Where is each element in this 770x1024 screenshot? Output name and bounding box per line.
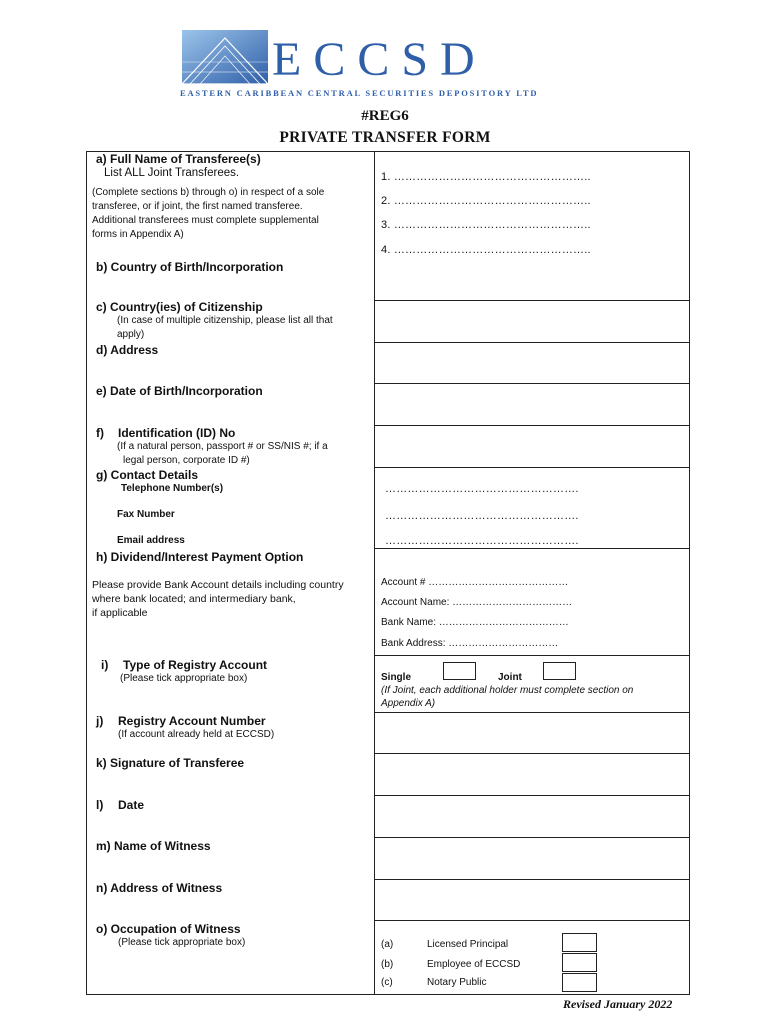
section-n-label: n) Address of Witness	[96, 881, 223, 895]
date-of-birth-field[interactable]	[377, 384, 687, 424]
section-j-prefix: j)	[96, 714, 104, 728]
section-h-note2: where bank located; and intermediary bank,	[92, 593, 296, 605]
id-number-field[interactable]	[377, 426, 687, 466]
occupation-option-c-key: (c)	[381, 977, 393, 988]
section-j-note: (If account already held at ECCSD)	[118, 729, 275, 740]
joint-note1: (If Joint, each additional holder must complete section on	[381, 685, 634, 696]
fax-field[interactable]: …………………………………………….	[385, 510, 579, 522]
joint-label: Joint	[498, 672, 522, 683]
occupation-checkbox-b[interactable]	[562, 953, 597, 972]
document-code: #REG6	[361, 108, 409, 124]
bank-address-field[interactable]: Bank Address: ……………………………	[381, 638, 559, 649]
section-o-label: o) Occupation of Witness	[96, 922, 241, 936]
section-e-label: e) Date of Birth/Incorporation	[96, 384, 263, 398]
witness-address-field[interactable]	[377, 880, 687, 919]
fax-label: Fax Number	[117, 509, 175, 520]
section-i-label: Type of Registry Account	[123, 658, 268, 672]
section-h-note3: if applicable	[92, 607, 148, 619]
account-number-field[interactable]: Account # ……………………………………	[381, 577, 569, 588]
transferee-line-1[interactable]: 1. ……………………………………………..	[381, 171, 591, 183]
section-f-prefix: f)	[96, 426, 104, 440]
section-b-label: b) Country of Birth/Incorporation	[96, 260, 284, 274]
logo-subtitle: EASTERN CARIBBEAN CENTRAL SECURITIES DEPOSITORY LTD	[180, 88, 539, 98]
section-d-label: d) Address	[96, 343, 159, 357]
section-a-note3: Additional transferees must complete supplemental	[92, 215, 319, 226]
section-h-label: h) Dividend/Interest Payment Option	[96, 550, 304, 564]
bank-name-field[interactable]: Bank Name: …………………………………	[381, 617, 569, 628]
email-field[interactable]: …………………………………………….	[385, 535, 579, 547]
joint-checkbox[interactable]	[543, 662, 576, 680]
citizenship-field[interactable]	[377, 301, 687, 341]
transferee-line-4[interactable]: 4. ……………………………………………..	[381, 244, 591, 256]
country-of-birth-field[interactable]	[377, 258, 687, 298]
occupation-option-b-text: Employee of ECCSD	[427, 959, 521, 970]
section-a-note2: transferee, or if joint, the first named transferee.	[92, 201, 303, 212]
section-f-note2: legal person, corporate ID #)	[123, 455, 250, 466]
eccsd-logo	[180, 28, 590, 100]
section-f-note1: (If a natural person, passport # or SS/NIS #; if a	[117, 441, 328, 452]
section-i-prefix: i)	[101, 658, 109, 672]
revision-date: Revised January 2022	[563, 997, 673, 1011]
section-m-label: m) Name of Witness	[96, 839, 211, 853]
occupation-option-b-key: (b)	[381, 959, 394, 970]
document-title: PRIVATE TRANSFER FORM	[279, 129, 491, 146]
joint-note2: Appendix A)	[381, 698, 436, 709]
date-field[interactable]	[377, 796, 687, 836]
section-a-note4: forms in Appendix A)	[92, 229, 184, 240]
column-divider	[374, 152, 375, 994]
occupation-option-c-text: Notary Public	[427, 977, 487, 988]
single-checkbox[interactable]	[443, 662, 476, 680]
logo-text: ECCSD	[272, 33, 487, 86]
section-o-note: (Please tick appropriate box)	[118, 937, 246, 948]
telephone-field[interactable]: …………………………………………….	[385, 483, 579, 495]
section-c-label: c) Country(ies) of Citizenship	[96, 300, 263, 314]
signature-field[interactable]	[377, 754, 687, 794]
section-g-label: g) Contact Details	[96, 468, 199, 482]
transfer-form-table	[86, 151, 690, 995]
section-a-sub: List ALL Joint Transferees.	[104, 167, 240, 179]
section-a-label: a) Full Name of Transferee(s)	[96, 152, 261, 166]
account-name-field[interactable]: Account Name: ………………………………	[381, 597, 573, 608]
occupation-checkbox-c[interactable]	[562, 973, 597, 992]
section-a-note1: (Complete sections b) through o) in respect of a sole	[92, 187, 325, 198]
section-j-label: Registry Account Number	[118, 714, 266, 728]
occupation-checkbox-a[interactable]	[562, 933, 597, 952]
registry-account-field[interactable]	[377, 713, 687, 752]
section-l-prefix: l)	[96, 798, 104, 812]
transferee-line-3[interactable]: 3. ……………………………………………..	[381, 219, 591, 231]
section-h-note1: Please provide Bank Account details including country	[92, 579, 344, 591]
witness-name-field[interactable]	[377, 838, 687, 878]
section-l-label: Date	[118, 798, 145, 812]
transferee-line-2[interactable]: 2. ……………………………………………..	[381, 195, 591, 207]
section-c-note1: (In case of multiple citizenship, please list all that	[117, 315, 333, 326]
address-field[interactable]	[377, 343, 687, 382]
logo-graphic	[180, 28, 270, 88]
single-label: Single	[381, 672, 412, 683]
section-i-note: (Please tick appropriate box)	[120, 673, 248, 684]
email-label: Email address	[117, 535, 185, 546]
section-c-note2: apply)	[117, 329, 145, 340]
telephone-label: Telephone Number(s)	[121, 483, 224, 494]
occupation-option-a-text: Licensed Principal	[427, 939, 509, 950]
occupation-option-a-key: (a)	[381, 939, 394, 950]
section-f-label: Identification (ID) No	[118, 426, 236, 440]
section-k-label: k) Signature of Transferee	[96, 756, 245, 770]
